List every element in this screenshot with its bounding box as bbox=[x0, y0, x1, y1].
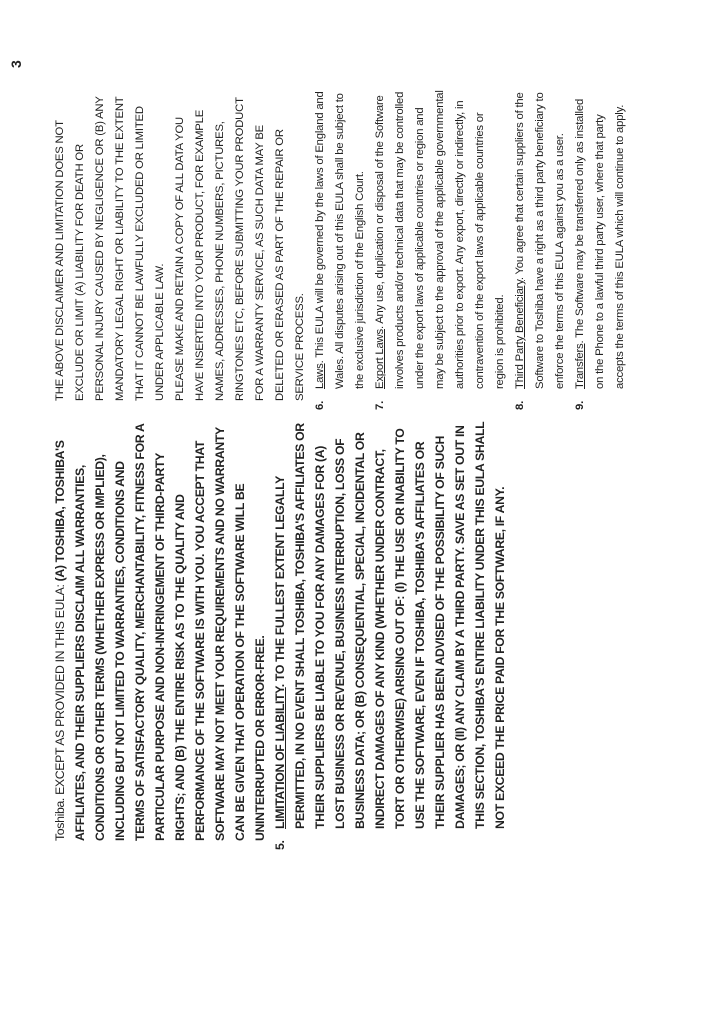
section-heading: Third Party Beneficiary bbox=[514, 280, 526, 389]
section-body: . You agree that certain suppliers of the Software to Toshiba have a right as a third party beneficiary to enforce the terms of this EULA against you as a user. bbox=[514, 92, 566, 389]
section-number: 6. bbox=[314, 400, 326, 410]
section-number: 5. bbox=[273, 840, 287, 850]
section-body: . This EULA will be governed by the laws of England and Wales. All disputes arising out of this EULA shall be subject to the exclusive jurisdiction of the English Court. bbox=[314, 91, 366, 389]
section-number: 8. bbox=[514, 400, 526, 410]
section-6-laws bbox=[310, 89, 370, 410]
right-column bbox=[50, 89, 630, 410]
data-backup-paragraph: PLEASE MAKE AND RETAIN A COPY OF ALL DATA YOU HAVE INSERTED INTO YOUR PRODUCT, FOR EXAMPLE NAMES, ADDRESSES, PHONE NUMBERS, PICTURES, RINGTONES ETC, BEFORE SUBMITTING YOUR PRODUCT FOR A WARRANTY SERVICE, AS SUCH DATA MAY BE DELETED OR ERASED AS PART OF THE REPAIR OR SERVICE PROCESS. bbox=[174, 97, 306, 401]
section-body: . Any use, duplication or disposal of the Software involves products and/or technical data that may be controlled under the export laws of applicable countries or region and may be subject to the approval of the applicable governmental authorities prior to export. Any export, directly or indirectly, in contravention of the export laws of applicable countries or region is prohibited. bbox=[374, 90, 506, 389]
section-heading: Transfers bbox=[574, 343, 586, 389]
page-number: 3 bbox=[8, 60, 24, 68]
section-7-export-laws bbox=[370, 89, 510, 410]
disclaimer-caps-text: (A) TOSHIBA, TOSHIBA'S AFFILIATES, AND THEIR SUPPLIERS DISCLAIM ALL WARRANTIES, CONDITIONS OR OTHER TERMS (WHETHER EXPRESS OR IMPLIED), INCLUDING BUT NOT LIMITED TO WARRANTIES, CONDITIONS AND TERMS OF SATISFACTORY QUALITY, MERCHANTABILITY, FITNESS FOR A PARTICULAR PURPOSE AND NON-INFRINGEMENT OF THIRD-PARTY RIGHTS; AND (B) THE ENTIRE RISK AS TO THE QUALITY AND PERFORMANCE OF THE SOFTWARE IS WITH YOU. YOU ACCEPT THAT SOFTWARE MAY NOT MEET YOUR REQUIREMENTS AND NO WARRANTY CAN BE GIVEN THAT OPERATION OF THE SOFTWARE WILL BE UNINTERRUPTED OR ERROR-FREE. bbox=[53, 423, 267, 841]
warranty-disclaimer-paragraph bbox=[50, 421, 270, 841]
section-8-third-party-beneficiary bbox=[510, 89, 570, 410]
left-column bbox=[50, 421, 510, 850]
intro-text: Toshiba. EXCEPT AS PROVIDED IN THIS EULA: bbox=[53, 581, 67, 841]
section-heading: Laws bbox=[314, 363, 326, 389]
disclaimer-exclusion-paragraph: THE ABOVE DISCLAIMER AND LIMITATION DOES NOT EXCLUDE OR LIMIT (A) LIABILITY FOR DEATH OR PERSONAL INJURY CAUSED BY NEGLIGENCE OR (B) ANY MANDATORY LEGAL RIGHT OR LIABILITY TO THE EXTENT THAT IT CANNOT BE LAWFULLY EXCLUDED OR LIMITED UNDER APPLICABLE LAW. bbox=[54, 96, 166, 401]
section-5-limitation-of-liability bbox=[270, 421, 510, 850]
section-number: 7. bbox=[374, 400, 386, 410]
section-body: . TO THE FULLEST EXTENT LEGALLY PERMITTED, IN NO EVENT SHALL TOSHIBA, TOSHIBA'S AFFILIATES OR THEIR SUPPLIERS BE LIABLE TO YOU FOR ANY DAMAGES FOR (A) LOST BUSINESS OR REVENUE, BUSINESS INTERRUPTION, LOSS OF BUSINESS DATA; OR (B) CONSEQUENTIAL, SPECIAL, INCIDENTAL OR INDIRECT DAMAGES OF ANY KIND (WHETHER UNDER CONTRACT, TORT OR OTHERWISE) ARISING OUT OF: (I) THE USE OR INABILITY TO USE THE SOFTWARE, EVEN IF TOSHIBA, TOSHIBA'S AFFILIATES OR THEIR SUPPLIER HAS BEEN ADVISED OF THE POSSIBILITY OF SUCH DAMAGES; OR (II) ANY CLAIM BY A THIRD PARTY. SAVE AS SET OUT IN THIS SECTION, TOSHIBA'S ENTIRE LIABILITY UNDER THIS EULA SHALL NOT EXCEED THE PRICE PAID FOR THE SOFTWARE, IF ANY. bbox=[273, 421, 507, 829]
section-9-transfers bbox=[570, 89, 630, 410]
section-number: 9. bbox=[574, 400, 586, 410]
section-heading: Export Laws bbox=[374, 329, 386, 389]
section-body: . The Software may be transferred only as installed on the Phone to a lawful third party user, where that party accepts the terms of this EULA which will continue to apply. bbox=[574, 98, 626, 389]
section-heading: LIMITATION OF LIABILITY bbox=[273, 687, 287, 829]
